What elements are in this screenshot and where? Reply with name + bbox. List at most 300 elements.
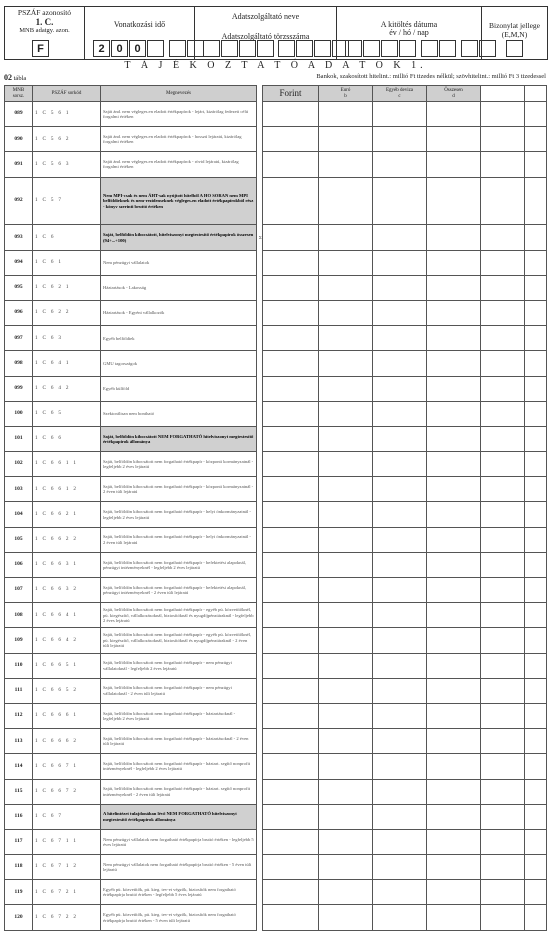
row-code: 1 C 6 4 2: [33, 376, 101, 401]
fill-date-digit-box[interactable]: [381, 40, 398, 57]
extra-cell[interactable]: [481, 152, 525, 177]
fill-date-digit-box[interactable]: [421, 40, 438, 57]
forint-cell[interactable]: [263, 351, 319, 376]
other-cell[interactable]: [373, 905, 427, 930]
other-cell[interactable]: [373, 678, 427, 703]
mnb-box[interactable]: F: [32, 40, 49, 57]
extra-cell[interactable]: [481, 628, 525, 653]
total-cell[interactable]: [427, 275, 481, 300]
row-description: Saját, belföldön kibocsátott nem forgatható értékpapír - befektetési alapoknál, pénzügyi intézményeknél - 2 éven túli lejáratú: [101, 578, 257, 603]
units-note: Bankok, szakosított hitelint.: millió Ft tizedes nélkül; szövhitelint.: millió Ft 3 tizedessel: [316, 73, 546, 80]
col-other-label: Egyéb deviza: [385, 88, 414, 94]
forint-cell[interactable]: [263, 729, 319, 754]
table-subheader: [4, 73, 546, 82]
extra-cell[interactable]: [525, 300, 547, 325]
other-cell[interactable]: [373, 102, 427, 127]
forint-cell[interactable]: [263, 678, 319, 703]
extra-cell[interactable]: [481, 527, 525, 552]
extra-cell[interactable]: [481, 426, 525, 451]
other-cell[interactable]: [373, 127, 427, 152]
total-cell[interactable]: [427, 351, 481, 376]
extra-cell[interactable]: [481, 552, 525, 577]
other-cell[interactable]: [373, 326, 427, 351]
extra-cell[interactable]: [481, 804, 525, 829]
extra-cell[interactable]: [525, 152, 547, 177]
extra-cell[interactable]: [525, 452, 547, 477]
extra-cell[interactable]: [481, 275, 525, 300]
fill-date-label: A kitöltés dátuma: [380, 20, 438, 29]
other-cell[interactable]: [373, 250, 427, 275]
total-cell[interactable]: [427, 678, 481, 703]
extra-cell[interactable]: [525, 729, 547, 754]
extra-cell[interactable]: [481, 250, 525, 275]
supplier-reg-digit-box[interactable]: [221, 40, 238, 57]
row-description: Egyéb belföldiek: [101, 326, 257, 351]
total-cell[interactable]: [427, 177, 481, 225]
status-cell: [482, 7, 547, 59]
row-code: 1 C 6 6 7 1: [33, 754, 101, 779]
extra-cell[interactable]: [525, 426, 547, 451]
forint-cell[interactable]: [263, 653, 319, 678]
extra-cell[interactable]: [481, 653, 525, 678]
extra-cell[interactable]: [525, 653, 547, 678]
extra-cell[interactable]: [525, 880, 547, 905]
euro-cell[interactable]: [319, 628, 373, 653]
period-digit-box[interactable]: 0: [129, 40, 146, 57]
euro-cell[interactable]: [319, 603, 373, 628]
row-number: 113: [5, 729, 33, 754]
extra-cell[interactable]: [525, 326, 547, 351]
euro-cell[interactable]: [319, 452, 373, 477]
other-cell[interactable]: [373, 628, 427, 653]
total-cell[interactable]: [427, 653, 481, 678]
other-cell[interactable]: [373, 703, 427, 728]
euro-cell[interactable]: [319, 527, 373, 552]
row-number: 100: [5, 401, 33, 426]
extra-cell[interactable]: [481, 703, 525, 728]
row-code: 1 C 6 6 3 2: [33, 578, 101, 603]
forint-cell[interactable]: [263, 452, 319, 477]
extra-cell[interactable]: [525, 250, 547, 275]
other-cell[interactable]: [373, 401, 427, 426]
extra-cell[interactable]: [525, 628, 547, 653]
extra-cell[interactable]: [525, 527, 547, 552]
euro-cell[interactable]: [319, 729, 373, 754]
forint-cell[interactable]: [263, 326, 319, 351]
other-cell[interactable]: [373, 527, 427, 552]
total-cell[interactable]: [427, 225, 481, 250]
extra-cell[interactable]: [481, 678, 525, 703]
table-row: [5, 275, 547, 300]
extra-cell[interactable]: [481, 102, 525, 127]
extra-cell[interactable]: [481, 452, 525, 477]
status-box[interactable]: [506, 40, 523, 57]
row-description: Saját ánd. nem végleges.en eladott értékpapírok - hosszú lejáratú, kizárólag forgalmi értéken: [101, 127, 257, 152]
extra-cell[interactable]: [525, 829, 547, 854]
period-digit-box[interactable]: [169, 40, 186, 57]
row-number: 098: [5, 351, 33, 376]
forint-cell[interactable]: [263, 804, 319, 829]
extra-cell[interactable]: [525, 855, 547, 880]
supplier-reg-digit-box[interactable]: [257, 40, 274, 57]
other-cell[interactable]: [373, 779, 427, 804]
fill-date-digit-box[interactable]: [439, 40, 456, 57]
total-cell[interactable]: [427, 603, 481, 628]
forint-cell[interactable]: [263, 426, 319, 451]
row-description: Saját, belföldön kibocsátott, hitelviszonyt megtestesítő értékpapírok összesen (94+...+100): [101, 225, 257, 250]
forint-cell[interactable]: [263, 703, 319, 728]
euro-cell[interactable]: [319, 829, 373, 854]
euro-cell[interactable]: [319, 300, 373, 325]
total-cell[interactable]: [427, 326, 481, 351]
euro-cell[interactable]: [319, 804, 373, 829]
extra-cell[interactable]: [481, 477, 525, 502]
forint-cell[interactable]: [263, 300, 319, 325]
row-code: 1 C 6 6: [33, 426, 101, 451]
other-cell[interactable]: [373, 426, 427, 451]
euro-cell[interactable]: [319, 578, 373, 603]
forint-cell[interactable]: [263, 152, 319, 177]
other-cell[interactable]: [373, 653, 427, 678]
row-description: Saját, belföldön kibocsátott nem forgatható értékpapír - egyéb pü. közvetítőknél, pü. kiegészítő, vállalkozásoknál, biztosítóknál és nyugdíjpénztáraknál - 2 éven túli lejáratú: [101, 628, 257, 653]
table-row: [5, 250, 547, 275]
extra-cell[interactable]: [481, 326, 525, 351]
supplier-reg-digit-box[interactable]: [278, 40, 295, 57]
row-number: 094: [5, 250, 33, 275]
col-euro-sub: b: [344, 93, 347, 99]
euro-cell[interactable]: [319, 326, 373, 351]
row-number: 115: [5, 779, 33, 804]
table-row: [5, 678, 547, 703]
other-cell[interactable]: [373, 578, 427, 603]
forint-cell[interactable]: [263, 754, 319, 779]
euro-cell[interactable]: [319, 552, 373, 577]
supplier-reg-digit-box[interactable]: [203, 40, 220, 57]
period-digit-box[interactable]: 2: [93, 40, 110, 57]
extra-cell[interactable]: [481, 376, 525, 401]
other-cell[interactable]: [373, 477, 427, 502]
euro-cell[interactable]: [319, 678, 373, 703]
row-number: 114: [5, 754, 33, 779]
fill-date-digit-box[interactable]: [345, 40, 362, 57]
extra-cell[interactable]: [481, 855, 525, 880]
forint-cell[interactable]: [263, 225, 319, 250]
total-cell[interactable]: [427, 452, 481, 477]
table-row: [5, 905, 547, 930]
total-cell[interactable]: [427, 628, 481, 653]
row-description: Saját, belföldön kibocsátott nem forgatható értékpapír - befektetési alapoknál, pénzügyi intézményeknél - legfeljebb 2 éves lejáratú: [101, 552, 257, 577]
euro-cell[interactable]: [319, 855, 373, 880]
total-cell[interactable]: [427, 905, 481, 930]
document-title: T Á J É K O Z T A T Ó A D A T O K 1.: [124, 60, 427, 71]
extra-cell[interactable]: [525, 804, 547, 829]
col-mnb: MNB sorsz.: [5, 86, 33, 102]
other-cell[interactable]: [373, 855, 427, 880]
other-cell[interactable]: [373, 351, 427, 376]
forint-cell[interactable]: [263, 578, 319, 603]
euro-cell[interactable]: [319, 502, 373, 527]
other-cell[interactable]: [373, 300, 427, 325]
row-number: 118: [5, 855, 33, 880]
total-cell[interactable]: [427, 102, 481, 127]
extra-cell[interactable]: [481, 401, 525, 426]
row-description: Saját, belföldön kibocsátott nem forgatható értékpapír - helyi önkormányzatnál - 2 éven túli lejáratú: [101, 527, 257, 552]
table-row: [5, 703, 547, 728]
other-cell[interactable]: [373, 177, 427, 225]
forint-cell[interactable]: [263, 250, 319, 275]
row-description: Saját, belföldön kibocsátott nem forgatható értékpapír - helyi önkormányzatnál - legfeljebb 2 éves lejáratú: [101, 502, 257, 527]
row-description: Saját, belföldön kibocsátott nem forgatható értékpapír - központi kormányzatnál - legfeljebb 2 éves lejáratú: [101, 452, 257, 477]
extra-cell[interactable]: [525, 401, 547, 426]
table-row: [5, 177, 547, 225]
euro-cell[interactable]: [319, 779, 373, 804]
row-number: 112: [5, 703, 33, 728]
period-digit-box[interactable]: [147, 40, 164, 57]
extra-cell[interactable]: [481, 127, 525, 152]
fill-date-digit-box[interactable]: [363, 40, 380, 57]
period-boxes: [93, 40, 205, 57]
row-code: 1 C 6 6 1 1: [33, 452, 101, 477]
other-cell[interactable]: [373, 804, 427, 829]
extra-cell[interactable]: [481, 225, 525, 250]
euro-cell[interactable]: [319, 250, 373, 275]
row-code: 1 C 6 2 1: [33, 275, 101, 300]
other-cell[interactable]: [373, 754, 427, 779]
extra-cell[interactable]: [481, 351, 525, 376]
forint-cell[interactable]: [263, 905, 319, 930]
other-cell[interactable]: [373, 376, 427, 401]
row-number: 090: [5, 127, 33, 152]
table-row: [5, 102, 547, 127]
forint-cell[interactable]: [263, 779, 319, 804]
extra-cell[interactable]: [525, 225, 547, 250]
row-number: 095: [5, 275, 33, 300]
extra-cell[interactable]: [525, 376, 547, 401]
row-code: 1 C 5 6 3: [33, 152, 101, 177]
total-cell[interactable]: [427, 152, 481, 177]
other-cell[interactable]: [373, 880, 427, 905]
row-number: 105: [5, 527, 33, 552]
supplier-reg-digit-box[interactable]: [296, 40, 313, 57]
extra-cell[interactable]: [525, 477, 547, 502]
euro-cell[interactable]: [319, 102, 373, 127]
other-cell[interactable]: [373, 152, 427, 177]
row-description: A hitelintézet tulajdonában lévő NEM FORGATHATÓ hitelviszonyt megtestesítő értékpapírok állománya: [101, 804, 257, 829]
table-row: [5, 754, 547, 779]
euro-cell[interactable]: [319, 351, 373, 376]
other-cell[interactable]: [373, 729, 427, 754]
period-cell: [85, 7, 195, 59]
row-number: 092: [5, 177, 33, 225]
total-cell[interactable]: [427, 754, 481, 779]
extra-cell[interactable]: [481, 880, 525, 905]
table-row: [5, 300, 547, 325]
fill-date-digit-box[interactable]: [399, 40, 416, 57]
table-row: [5, 477, 547, 502]
table-row: [5, 804, 547, 829]
extra-cell[interactable]: [481, 754, 525, 779]
extra-cell[interactable]: [481, 905, 525, 930]
col-total: [427, 86, 481, 102]
forint-cell[interactable]: [263, 552, 319, 577]
row-code: 1 C 6: [33, 225, 101, 250]
extra-cell[interactable]: [525, 502, 547, 527]
extra-cell[interactable]: [525, 603, 547, 628]
total-cell[interactable]: [427, 527, 481, 552]
forint-cell[interactable]: [263, 603, 319, 628]
total-cell[interactable]: [427, 729, 481, 754]
forint-cell[interactable]: [263, 401, 319, 426]
total-cell[interactable]: [427, 552, 481, 577]
table-row: [5, 351, 547, 376]
euro-cell[interactable]: [319, 401, 373, 426]
euro-cell[interactable]: [319, 754, 373, 779]
row-number: 108: [5, 603, 33, 628]
other-cell[interactable]: [373, 225, 427, 250]
row-number: 103: [5, 477, 33, 502]
provider-label: PSZÁF azonosító: [17, 8, 72, 17]
other-cell[interactable]: [373, 603, 427, 628]
forint-cell[interactable]: [263, 102, 319, 127]
extra-cell[interactable]: [481, 502, 525, 527]
forint-cell[interactable]: [263, 855, 319, 880]
supplier-reg-label: Adatszolgáltató törzsszáma: [221, 32, 310, 41]
extra-cell[interactable]: [525, 578, 547, 603]
total-cell[interactable]: [427, 426, 481, 451]
extra-cell[interactable]: [525, 703, 547, 728]
table-row: [5, 152, 547, 177]
row-code: 1 C 6 6 6 2: [33, 729, 101, 754]
row-number: 102: [5, 452, 33, 477]
euro-cell[interactable]: [319, 905, 373, 930]
extra-cell[interactable]: [481, 578, 525, 603]
euro-cell[interactable]: [319, 703, 373, 728]
other-cell[interactable]: [373, 552, 427, 577]
total-cell[interactable]: [427, 703, 481, 728]
total-cell[interactable]: [427, 127, 481, 152]
fill-date-digit-box[interactable]: [461, 40, 478, 57]
col-other: [373, 86, 427, 102]
extra-cell[interactable]: [481, 177, 525, 225]
euro-cell[interactable]: [319, 477, 373, 502]
total-cell[interactable]: [427, 855, 481, 880]
extra-cell[interactable]: [481, 603, 525, 628]
extra-cell[interactable]: [481, 779, 525, 804]
extra-cell[interactable]: [525, 275, 547, 300]
forint-cell[interactable]: [263, 628, 319, 653]
row-description: Egyéb külföld: [101, 376, 257, 401]
forint-cell[interactable]: [263, 376, 319, 401]
total-cell[interactable]: [427, 578, 481, 603]
row-code: 1 C 6 4 1: [33, 351, 101, 376]
other-cell[interactable]: [373, 502, 427, 527]
provider-code: 1. C.: [35, 17, 54, 27]
total-cell[interactable]: [427, 502, 481, 527]
table-row: [5, 653, 547, 678]
extra-cell[interactable]: [481, 300, 525, 325]
row-description: Saját ánd. nem végleges.en eladott értékpapírok - rövid lejáratú, kizárólag forgalmi értéken: [101, 152, 257, 177]
row-number: 111: [5, 678, 33, 703]
euro-cell[interactable]: [319, 225, 373, 250]
total-cell[interactable]: [427, 250, 481, 275]
row-code: 1 C 6 6 7 2: [33, 779, 101, 804]
provider-cell: [5, 7, 85, 59]
extra-cell[interactable]: [481, 829, 525, 854]
col-forint: Forint: [263, 86, 319, 102]
extra-cell[interactable]: [525, 754, 547, 779]
forint-cell[interactable]: [263, 127, 319, 152]
forint-cell[interactable]: [263, 880, 319, 905]
row-code: 1 C 6 6 5 1: [33, 653, 101, 678]
forint-cell[interactable]: [263, 275, 319, 300]
row-description: Egyéb pü. közvetítők, pü. kieg. tev-et végzők, biztosítók nem forgatható értékpapírja bruttó értéken - 5 éven túli lejáratú: [101, 905, 257, 930]
extra-cell[interactable]: [525, 102, 547, 127]
euro-cell[interactable]: [319, 177, 373, 225]
total-cell[interactable]: [427, 829, 481, 854]
row-number: 089: [5, 102, 33, 127]
supplier-reg-digit-box[interactable]: [314, 40, 331, 57]
col-pszaf: PSZÁF sorkód: [33, 86, 101, 102]
extra-cell[interactable]: [525, 779, 547, 804]
period-digit-box[interactable]: 0: [111, 40, 128, 57]
row-code: 1 C 5 7: [33, 177, 101, 225]
extra-cell[interactable]: [525, 177, 547, 225]
euro-cell[interactable]: [319, 880, 373, 905]
table-row: [5, 452, 547, 477]
euro-cell[interactable]: [319, 376, 373, 401]
other-cell[interactable]: [373, 452, 427, 477]
table-suffix: tábla: [13, 75, 27, 82]
other-cell[interactable]: [373, 275, 427, 300]
row-sigma: Σ: [257, 225, 263, 250]
extra-cell[interactable]: [525, 678, 547, 703]
euro-cell[interactable]: [319, 426, 373, 451]
total-cell[interactable]: [427, 376, 481, 401]
total-cell[interactable]: [427, 300, 481, 325]
total-cell[interactable]: [427, 477, 481, 502]
table-row: [5, 502, 547, 527]
total-cell[interactable]: [427, 880, 481, 905]
forint-cell[interactable]: [263, 177, 319, 225]
extra-cell[interactable]: [525, 127, 547, 152]
row-code: 1 C 6 6 3 1: [33, 552, 101, 577]
extra-cell[interactable]: [525, 905, 547, 930]
euro-cell[interactable]: [319, 653, 373, 678]
extra-cell[interactable]: [525, 552, 547, 577]
row-number: 109: [5, 628, 33, 653]
extra-cell[interactable]: [525, 351, 547, 376]
row-number: 120: [5, 905, 33, 930]
forint-cell[interactable]: [263, 502, 319, 527]
euro-cell[interactable]: [319, 152, 373, 177]
row-description: Nem pénzügyi vállalatok: [101, 250, 257, 275]
table-row: [5, 401, 547, 426]
forint-cell[interactable]: [263, 829, 319, 854]
extra-cell[interactable]: [481, 729, 525, 754]
table-row: [5, 552, 547, 577]
total-cell[interactable]: [427, 779, 481, 804]
col-total-label: Összesen: [444, 88, 463, 94]
table-row: [5, 426, 547, 451]
forint-cell[interactable]: [263, 477, 319, 502]
supplier-reg-digit-box[interactable]: [239, 40, 256, 57]
total-cell[interactable]: [427, 804, 481, 829]
total-cell[interactable]: [427, 401, 481, 426]
other-cell[interactable]: [373, 829, 427, 854]
euro-cell[interactable]: [319, 275, 373, 300]
euro-cell[interactable]: [319, 127, 373, 152]
forint-cell[interactable]: [263, 527, 319, 552]
